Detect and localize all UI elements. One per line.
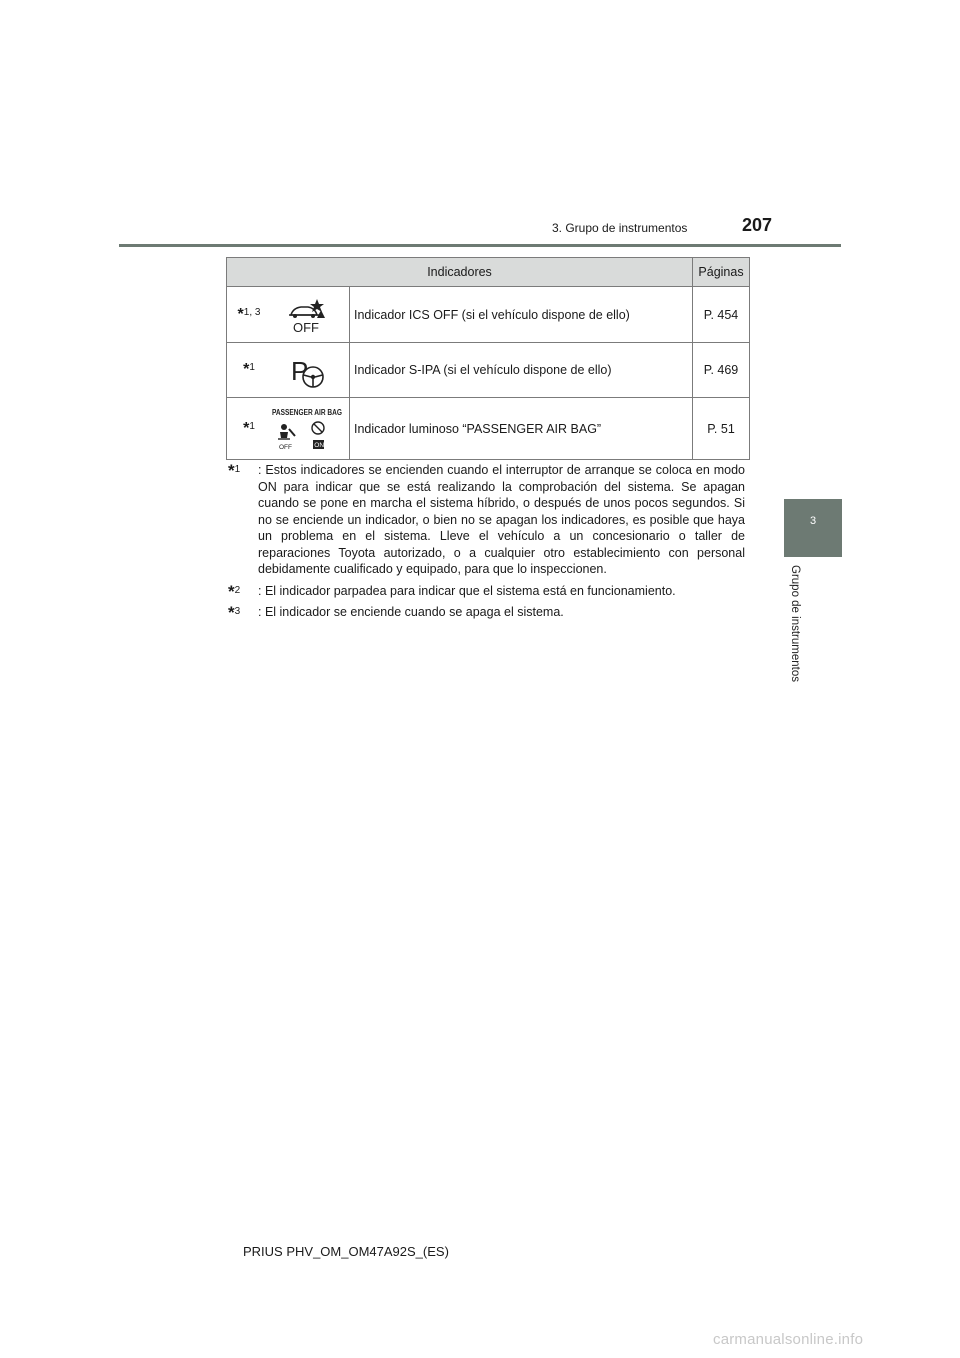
chapter-number: 3	[809, 515, 817, 527]
table-header-row	[227, 258, 750, 287]
table-row	[227, 287, 750, 343]
column-header-indicators: Indicadores	[227, 258, 693, 287]
footnote-text: : El indicador parpadea para indicar que el sistema está en funcionamiento.	[258, 583, 676, 598]
indicator-description: Indicador ICS OFF (si el vehículo dispone de ello)	[350, 287, 693, 343]
table-row	[227, 398, 750, 460]
asterisk-mark: *	[243, 419, 250, 437]
icon-cell	[271, 398, 350, 460]
icon-cell	[271, 287, 350, 343]
watermark: carmanualsonline.info	[713, 1331, 864, 1348]
footnote-text: : Estos indicadores se encienden cuando el interruptor de arranque se coloca en modo ON para indicar que se está realizando la comprobación del sistema. Se apagan cuando se pone en marcha el sistema híbrido, o después de unos pocos segundos. Si no se enciende un indicador, o bien no se apagan los indicadores, es posible que haya un problema en el sistema. Lleve el vehículo a un concesionario o taller de reparaciones Toyota autorizado, o a cualquier otro establecimiento con personal debidamente cualificado y equipado, para que lo inspeccionen.	[258, 463, 745, 576]
s-ipa-icon-letter: P	[291, 356, 309, 386]
ics-off-icon	[271, 295, 343, 335]
airbag-icon-title: PASSENGER AIR BAG	[272, 407, 342, 417]
footnote-marker	[228, 604, 240, 623]
indicator-table	[226, 257, 750, 460]
document-code: PRIUS PHV_OM_OM47A92S_(ES)	[243, 1244, 449, 1259]
marker-number: 1	[249, 362, 255, 373]
indicator-description: Indicador luminoso “PASSENGER AIR BAG”	[350, 398, 693, 460]
marker-number: 1, 3	[243, 306, 261, 318]
page-reference: P. 469	[693, 343, 750, 398]
footnote-text: : El indicador se enciende cuando se apaga el sistema.	[258, 605, 564, 619]
row-marker	[227, 343, 272, 398]
footnote-marker	[228, 462, 240, 481]
footnote	[228, 461, 745, 578]
row-marker	[227, 287, 272, 343]
asterisk-mark: *	[228, 461, 235, 480]
airbag-icon-off: OFF	[279, 443, 292, 451]
footnote-marker	[228, 583, 240, 602]
footnote	[228, 603, 745, 622]
page-reference: P. 51	[693, 398, 750, 460]
passenger-airbag-icon	[271, 406, 349, 452]
asterisk-mark: *	[228, 581, 235, 601]
header-rule	[119, 244, 841, 247]
s-ipa-icon	[271, 350, 343, 390]
footnote-number: 3	[234, 606, 241, 617]
header-section-title: 3. Grupo de instrumentos	[552, 221, 688, 235]
ics-off-icon-label: OFF	[293, 319, 319, 335]
column-header-pages: Páginas	[693, 258, 750, 287]
footnote-number: 2	[234, 584, 241, 596]
row-marker	[227, 398, 272, 460]
footnotes	[228, 461, 745, 626]
icon-cell	[271, 343, 350, 398]
footnote	[228, 581, 745, 601]
chapter-tab	[784, 499, 842, 557]
table-row	[227, 343, 750, 398]
footnote-number: 1	[234, 464, 241, 475]
page-number: 207	[742, 215, 773, 235]
chapter-label: Grupo de instrumentos	[789, 565, 801, 682]
marker-number: 1	[249, 420, 255, 432]
asterisk-mark: *	[228, 603, 235, 622]
asterisk-mark: *	[243, 361, 250, 378]
asterisk-mark: *	[237, 305, 244, 323]
airbag-icon-on: ON	[314, 441, 325, 449]
page-reference: P. 454	[693, 287, 750, 343]
indicator-description: Indicador S-IPA (si el vehículo dispone de ello)	[350, 343, 693, 398]
